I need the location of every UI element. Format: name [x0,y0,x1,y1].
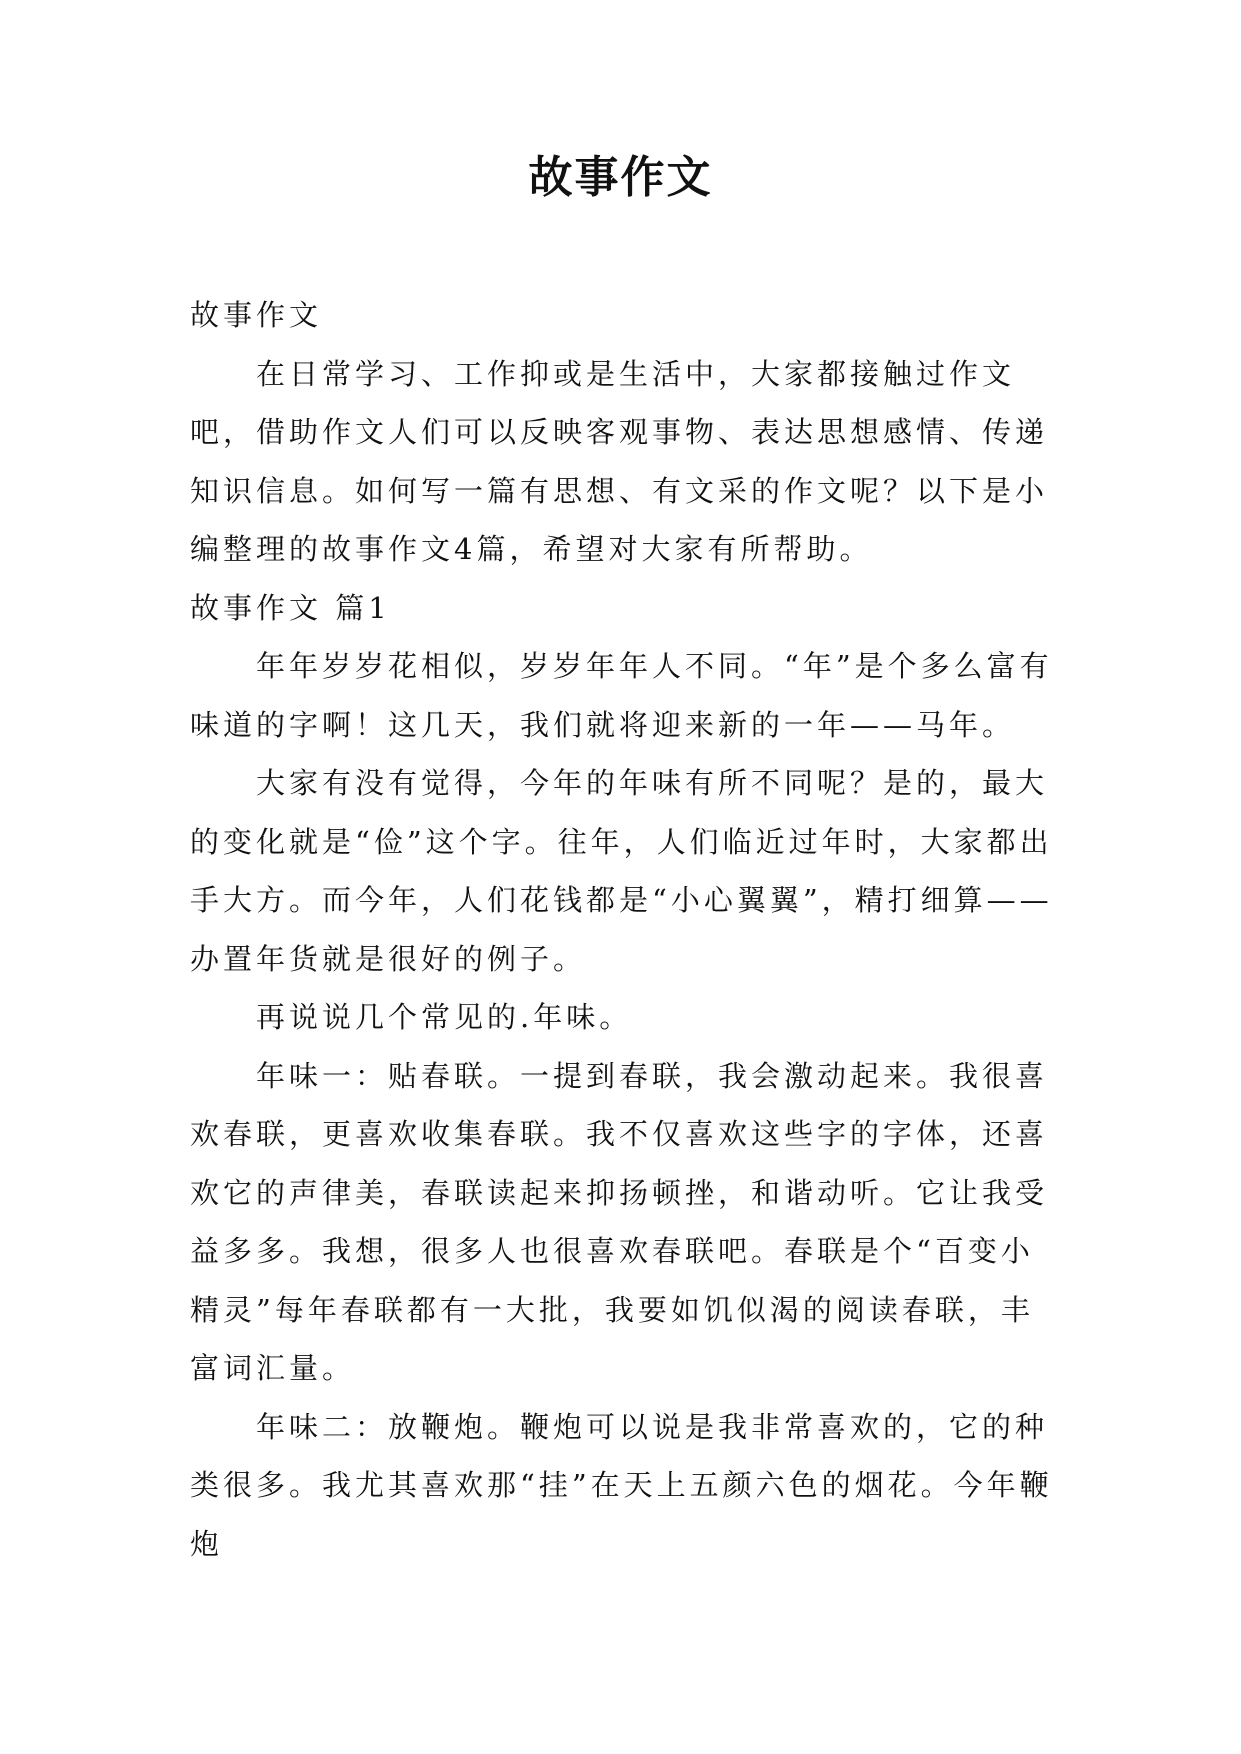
body-paragraph: 年味一：贴春联。一提到春联，我会激动起来。我很喜欢春联，更喜欢收集春联。我不仅喜欢这些字的字体，还喜欢它的声律美，春联读起来抑扬顿挫，和谐动听。它让我受益多多。我想，很多人也很喜欢春联吧。春联是个“百变小精灵”每年春联都有一大批，我要如饥似渴的阅读春联，丰富词汇量。 [190,1058,1049,1385]
body-paragraph: 年年岁岁花相似，岁岁年年人不同。“年”是个多么富有味道的字啊！这几天，我们就将迎来新的一年——马年。 [190,649,1053,742]
article-heading: 故事作文 篇1 [190,590,391,625]
section-label: 故事作文 [190,298,323,332]
body-paragraph: 再说说几个常见的.年味。 [256,1000,633,1034]
document-body [190,286,1056,1573]
document-title: 故事作文 [528,152,713,203]
body-paragraph: 年味二：放鞭炮。鞭炮可以说是我非常喜欢的，它的种类很多。我尤其喜欢那“挂”在天上五颜六色的烟花。今年鞭炮 [190,1409,1053,1561]
intro-paragraph: 在日常学习、工作抑或是生活中，大家都接触过作文吧，借助作文人们可以反映客观事物、表达思想感情、传递知识信息。如何写一篇有思想、有文采的作文呢？以下是小编整理的故事作文4篇，希望对大家有所帮助。 [190,356,1049,566]
body-paragraph: 大家有没有觉得，今年的年味有所不同呢？是的，最大的变化就是“俭”这个字。往年，人们临近过年时，大家都出手大方。而今年，人们花钱都是“小心翼翼”，精打细算——办置年货就是很好的例子。 [190,766,1053,976]
